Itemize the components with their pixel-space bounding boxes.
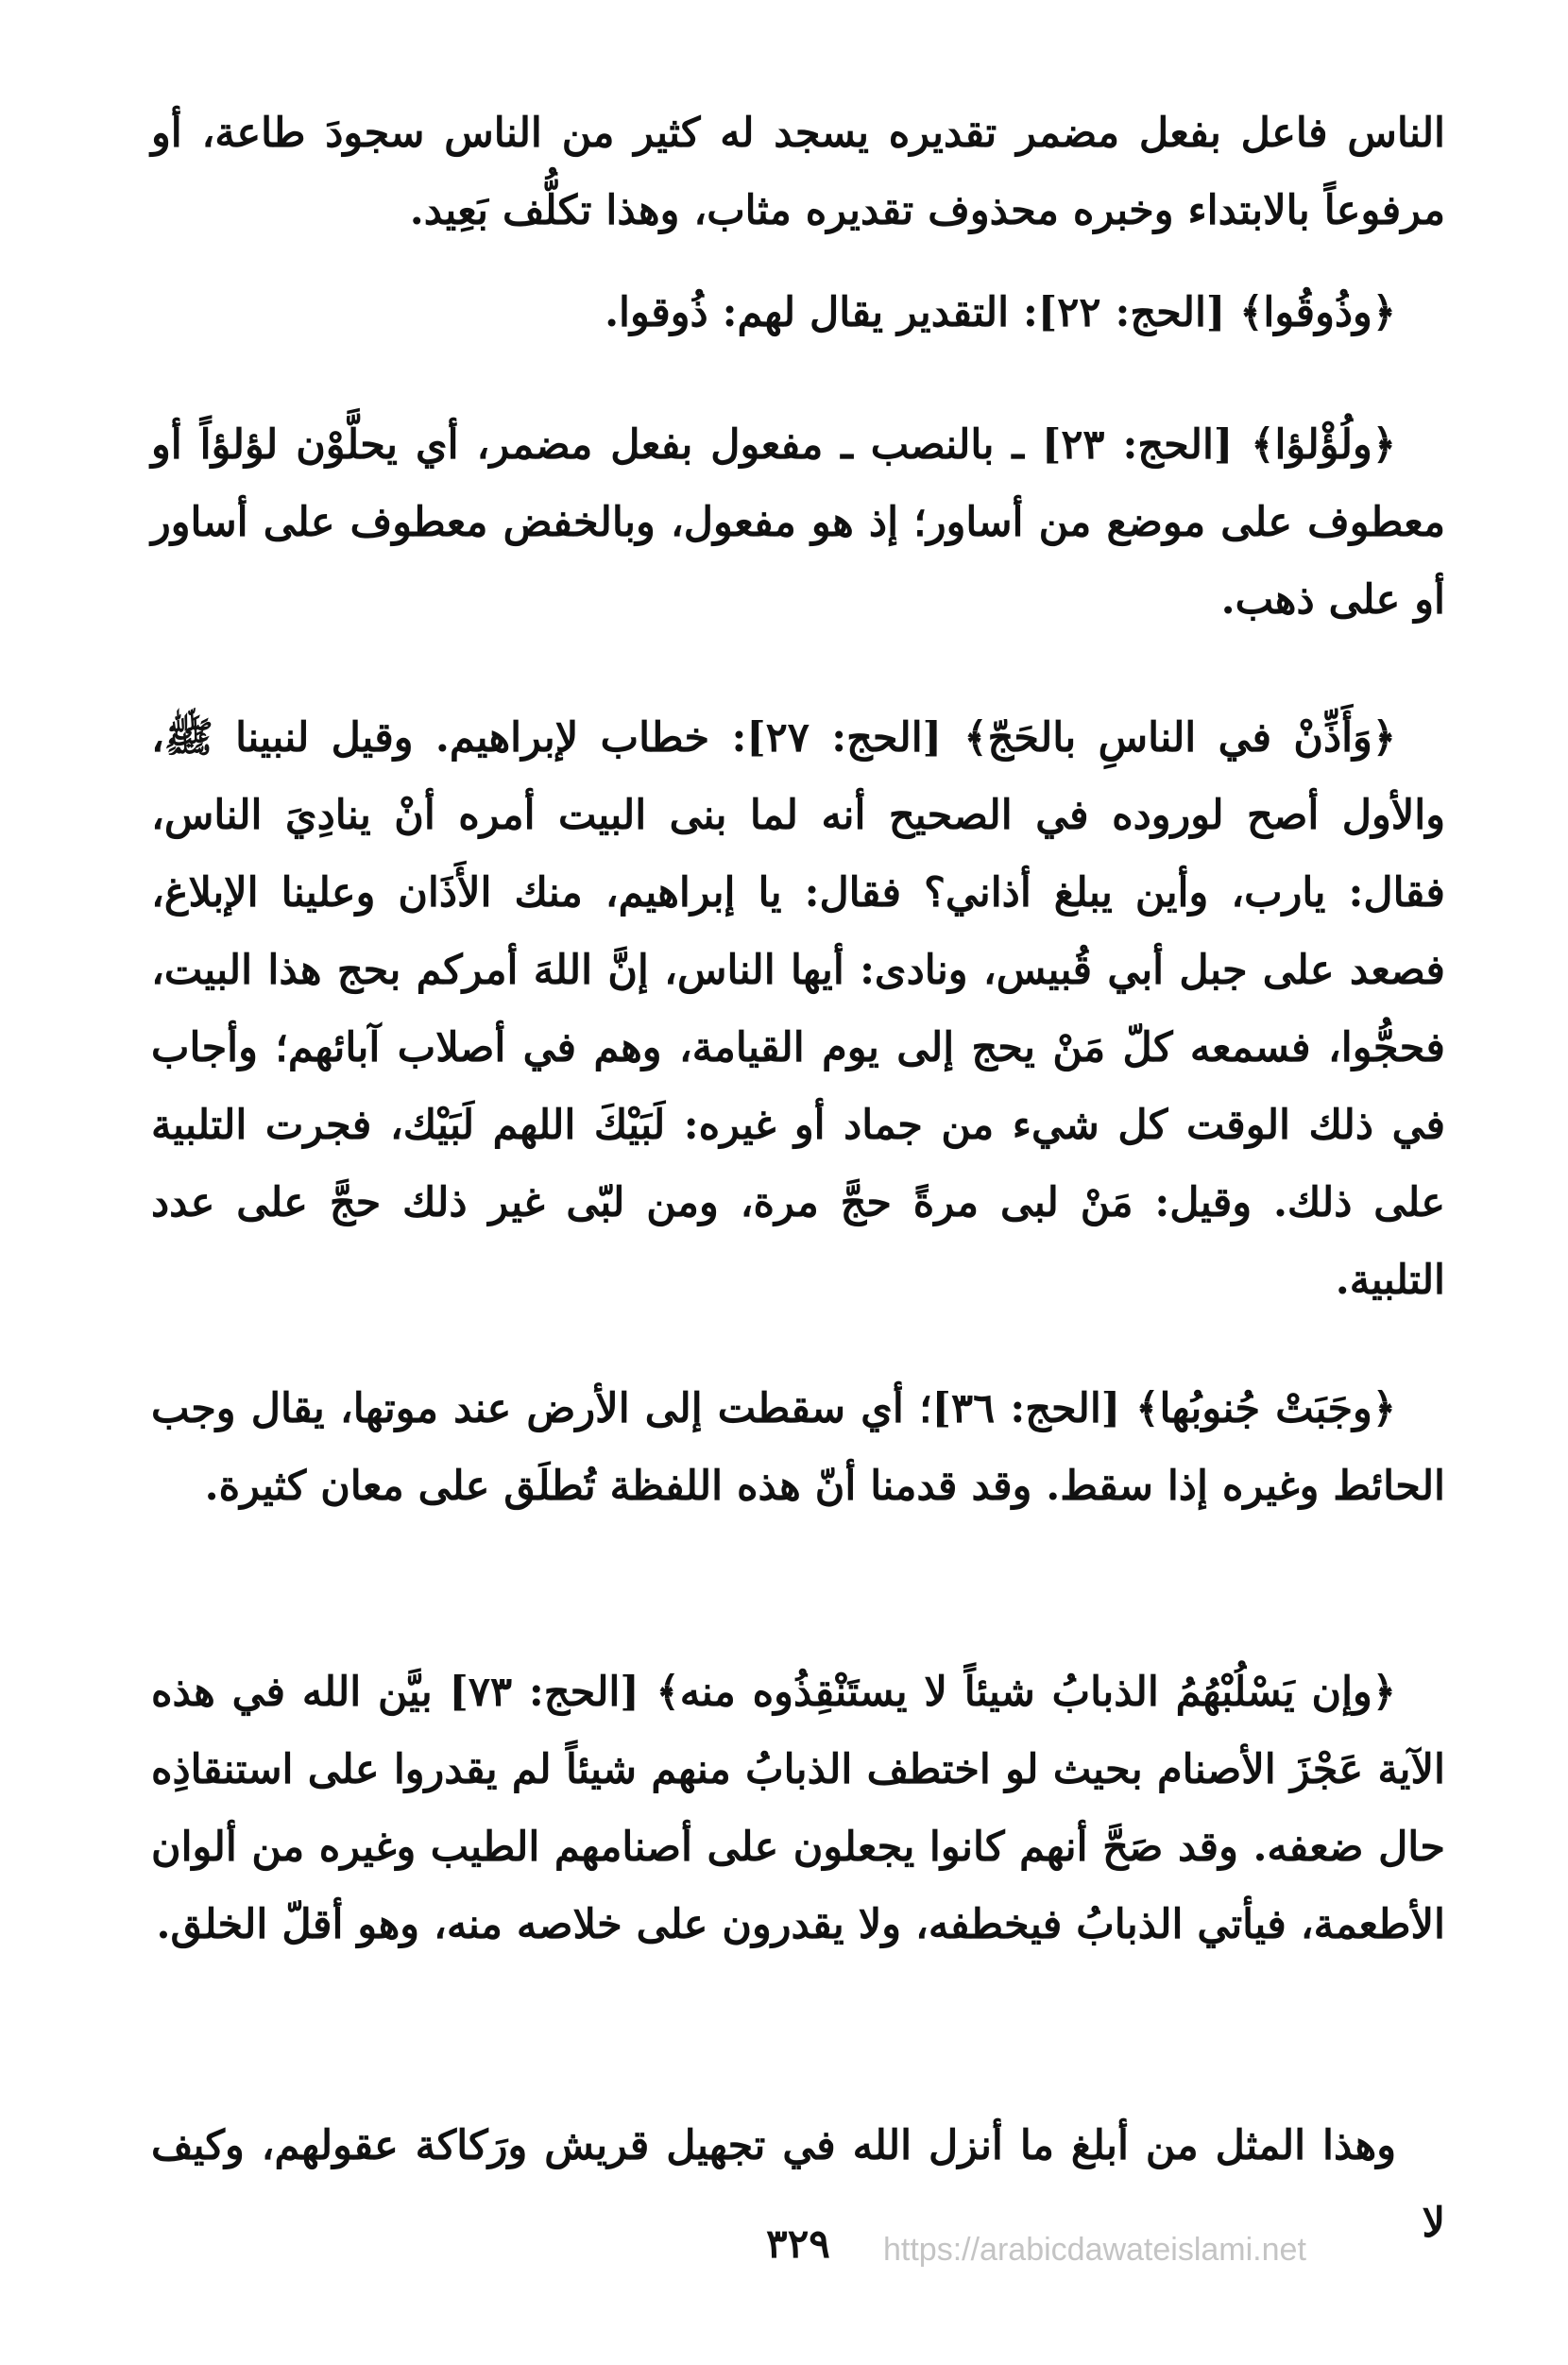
paragraph-2 bbox=[151, 274, 1445, 351]
paragraph-1: الناس فاعل بفعل مضمر تقديره يسجد له كثير من الناس سجودَ طاعة، أو مرفوعاً بالابتداء وخبره محذوف تقديره مثاب، وهذا تكلُّف بَعِيد. bbox=[151, 110, 1445, 234]
paragraph-4-text: ﴿وَأَذِّنْ في الناسِ بالحَجّ﴾ [الحج: ٢٧]: خطاب لإبراهيم. وقيل لنبينا ﷺ، والأول أصح لوروده في الصحيح أنه لما بنى البيت أمره أنْ ينادِيَ الناس، فقال: يارب، وأين يبلغ أذاني؟ فقال: يا إبراهيم، منك الأَذَان وعلينا الإبلاغ، فصعد على جبل أبي قُبيس، ونادى: أيها الناس، إنَّ اللهَ أمركم بحج هذا البيت، فحجُّوا، فسمعه كلّ مَنْ يحج إلى يوم القيامة، وهم في أصلاب آبائهم؛ وأجاب في ذلك الوقت كل شيء من جماد أو غيره: لَبَيْكَ اللهم لَبَيْك، فجرت التلبية على ذلك. وقيل: مَنْ لبى مرةً حجَّ مرة، ومن لبّى غير ذلك حجَّ على عدد التلبية. bbox=[151, 714, 1445, 1304]
paragraph-6 bbox=[151, 1654, 1445, 1963]
paragraph-6-text: ﴿وإن يَسْلُبْهُمُ الذبابُ شيئاً لا يستَنْقِذُوه منه﴾ [الحج: ٧٣] بيَّن الله في هذه الآية عَجْزَ الأصنام بحيث لو اختطف الذبابُ منهم شيئاً لم يقدروا على استنقاذِه حال ضعفه. وقد صَحَّ أنهم كانوا يجعلون على أصنامهم الطيب وغيره من ألوان الأطعمة، فيأتي الذبابُ فيخطفه، ولا يقدرون على خلاصه منه، وهو أقلّ الخلق. bbox=[151, 1669, 1445, 1948]
page-number: ٣٢٩ bbox=[766, 2220, 830, 2267]
paragraph-5-text: ﴿وجَبَتْ جُنوبُها﴾ [الحج: ٣٦]؛ أي سقطت إلى الأرض عند موتها، يقال وجب الحائط وغيره إذا سقط. وقد قدمنا أنّ هذه اللفظة تُطلَق على معان كثيرة. bbox=[151, 1385, 1445, 1510]
paragraph-3-text: ﴿ولُؤْلؤا﴾ [الحج: ٢٣] ـ بالنصب ـ مفعول بفعل مضمر، أي يحلَّوْن لؤلؤاً أو معطوف على موضع من أساور؛ إذ هو مفعول، وبالخفض معطوف على أساور أو على ذهب. bbox=[151, 421, 1445, 624]
watermark-url: https://arabicdawateislami.net bbox=[883, 2232, 1306, 2268]
paragraph-7-text: وهذا المثل من أبلغ ما أنزل الله في تجهيل قريش ورَكاكة عقولهم، وكيف لا bbox=[151, 2122, 1445, 2247]
paragraph-2-text: ﴿وذُوقُوا﴾ [الحج: ٢٢]: التقدير يقال لهم: ذُوقوا. bbox=[605, 289, 1396, 336]
paragraph-4 bbox=[151, 699, 1445, 1319]
paragraph-3 bbox=[151, 406, 1445, 639]
book-page bbox=[151, 94, 1445, 2277]
paragraph-5 bbox=[151, 1370, 1445, 1525]
